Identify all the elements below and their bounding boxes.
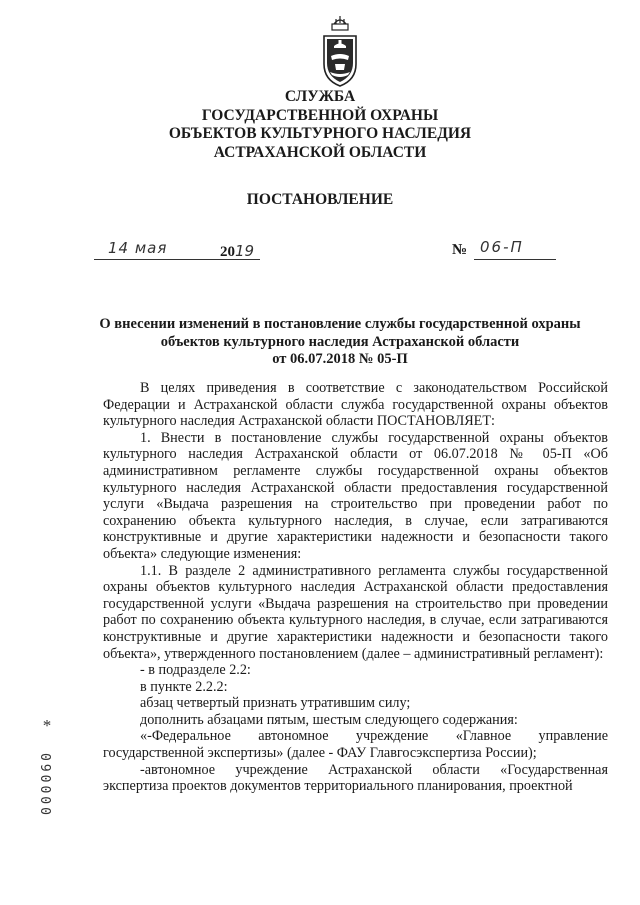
document-body — [103, 380, 608, 795]
margin-asterisk: * — [42, 716, 52, 735]
paragraph-clause: в пункте 2.2.2: — [140, 678, 228, 695]
paragraph-quote-2: -автономное учреждение Астраханской области «Государственная экспертиза проектов документов территориального планирования, проектной — [103, 761, 608, 795]
coat-of-arms-emblem — [318, 14, 362, 88]
date-year — [220, 242, 254, 261]
paragraph-subsection: - в подразделе 2.2: — [140, 662, 251, 679]
document-subject — [90, 316, 590, 369]
paragraph-item-1: 1. Внести в постановление службы государственной охраны объектов культурного наследия Астраханской области от 06.07.2018 № 05-П «Об административном регламенте службы государственной охраны объектов культурного наследия Астраханской области предоставления государственной услуги «Выдача разрешения на строительство при проведении работ по сохранению объекта культурного наследия, в случае, если затрагиваются конструктивные и другие характеристики надежности и безопасности такого объекта» следующие изменения: — [103, 429, 608, 562]
org-line-3: ОБЪЕКТОВ КУЛЬТУРНОГО НАСЛЕДИЯ — [168, 125, 472, 142]
paragraph-repeal: абзац четвертый признать утратившим силу; — [140, 695, 411, 712]
org-line-1: СЛУЖБА — [284, 88, 356, 105]
margin-marking — [36, 716, 58, 815]
paragraph-preamble: В целях приведения в соответствие с законодательством Российской Федерации и Астраханской области служба государственной охраны объектов культурного наследия Астраханской области ПОСТАНОВЛЯЕТ: — [103, 380, 608, 430]
date-year-handwritten: 19 — [235, 242, 255, 260]
subject-line-3: от 06.07.2018 № 05-П — [272, 351, 408, 367]
serial-number: 000060 — [39, 750, 55, 815]
date-handwritten: 14 мая — [108, 239, 168, 257]
document-number — [452, 240, 556, 262]
subject-line-1: О внесении изменений в постановление службы государственной охраны — [99, 316, 581, 332]
paragraph-addition: дополнить абзацами пятым, шестым следующего содержания: — [140, 711, 518, 728]
subject-line-2: объектов культурного наследия Астраханской области — [160, 333, 520, 350]
organization-name — [0, 88, 640, 162]
org-line-4: АСТРАХАНСКОЙ ОБЛАСТИ — [213, 143, 427, 161]
number-underline — [474, 259, 556, 260]
document-type-title: ПОСТАНОВЛЕНИЕ — [246, 191, 394, 208]
paragraph-quote-1: «-Федеральное автономное учреждение «Главное управление государственной экспертизы» (далее - ФАУ Главгосэкспертиза России); — [103, 728, 608, 762]
paragraph-item-1-1: 1.1. В разделе 2 административного регламента службы государственной охраны объектов культурного наследия Астраханской области предоставления государственной услуги «Выдача разрешения на строительство при проведении работ по сохранению объекта культурного наследия, в случае, если затрагиваются конструктивные и другие характеристики надежности и безопасности такого объекта», утвержденного постановлением (далее – административный регламент): — [103, 562, 608, 662]
document-date — [94, 240, 260, 262]
date-year-prefix: 20 — [220, 244, 235, 260]
number-handwritten: 06-П — [480, 238, 524, 256]
number-sign: № — [452, 242, 468, 258]
org-line-2: ГОСУДАРСТВЕННОЙ ОХРАНЫ — [201, 106, 439, 124]
